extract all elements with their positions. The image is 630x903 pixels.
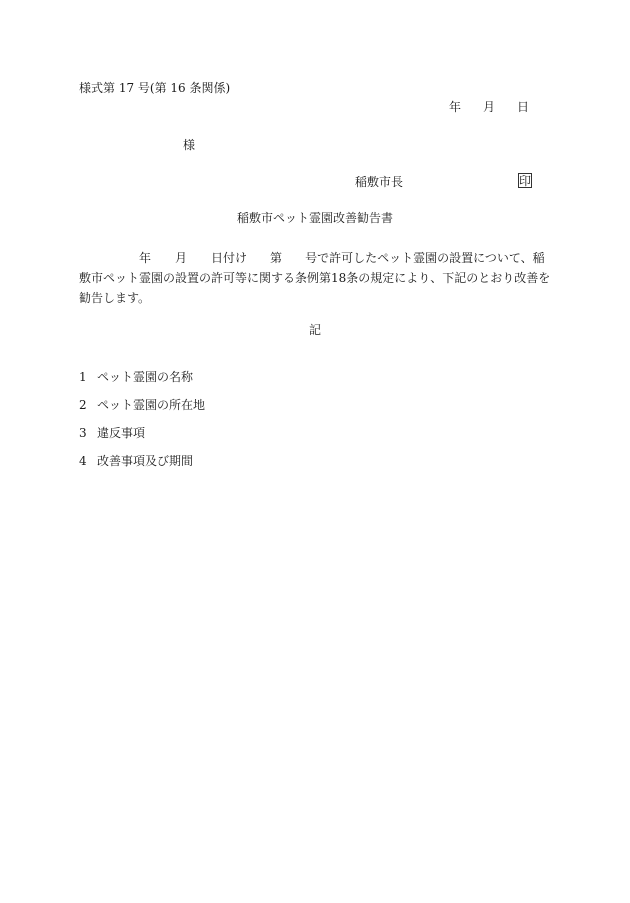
item-label: 違反事項: [97, 426, 146, 440]
body-line-3: 勧告します。: [79, 291, 151, 305]
body-line-1: [79, 248, 547, 268]
form-number: 様式第 17 号(第 16 条関係): [79, 81, 231, 95]
item-label: 改善事項及び期間: [97, 454, 194, 468]
item-label: ペット霊園の所在地: [97, 398, 206, 412]
body-paragraph: [79, 248, 551, 308]
date-month-label: 月: [483, 100, 496, 114]
addressee-suffix: 様: [183, 138, 196, 152]
body-line-2: 敷市ペット霊園の設置の許可等に関する条例第18条の規定により、下記のとおり改善を: [79, 271, 551, 285]
issuer-title: 稲敷市長: [355, 175, 404, 189]
date-year-label: 年: [449, 100, 462, 114]
date-day-label: 日: [517, 100, 530, 114]
body-year-label: 年: [139, 251, 152, 265]
item-number: 4: [79, 454, 87, 468]
item-number: 2: [79, 398, 87, 412]
seal-mark: 印: [519, 174, 532, 188]
item-number: 3: [79, 426, 87, 440]
item-number: 1: [79, 370, 87, 384]
document-title: 稲敷市ペット霊園改善勧告書: [236, 211, 393, 225]
list-item: [79, 370, 193, 384]
body-day-suffix: 日付け: [211, 251, 248, 265]
list-item: [79, 454, 193, 468]
record-heading: 記: [308, 323, 321, 337]
body-line1-rest: 号で許可したペット霊園の設置について、稲: [305, 251, 545, 265]
body-month-label: 月: [175, 251, 188, 265]
list-item: [79, 398, 205, 412]
date-line: [449, 100, 529, 114]
body-number-prefix: 第: [270, 251, 283, 265]
list-item: [79, 426, 145, 440]
item-label: ペット霊園の名称: [97, 370, 194, 384]
